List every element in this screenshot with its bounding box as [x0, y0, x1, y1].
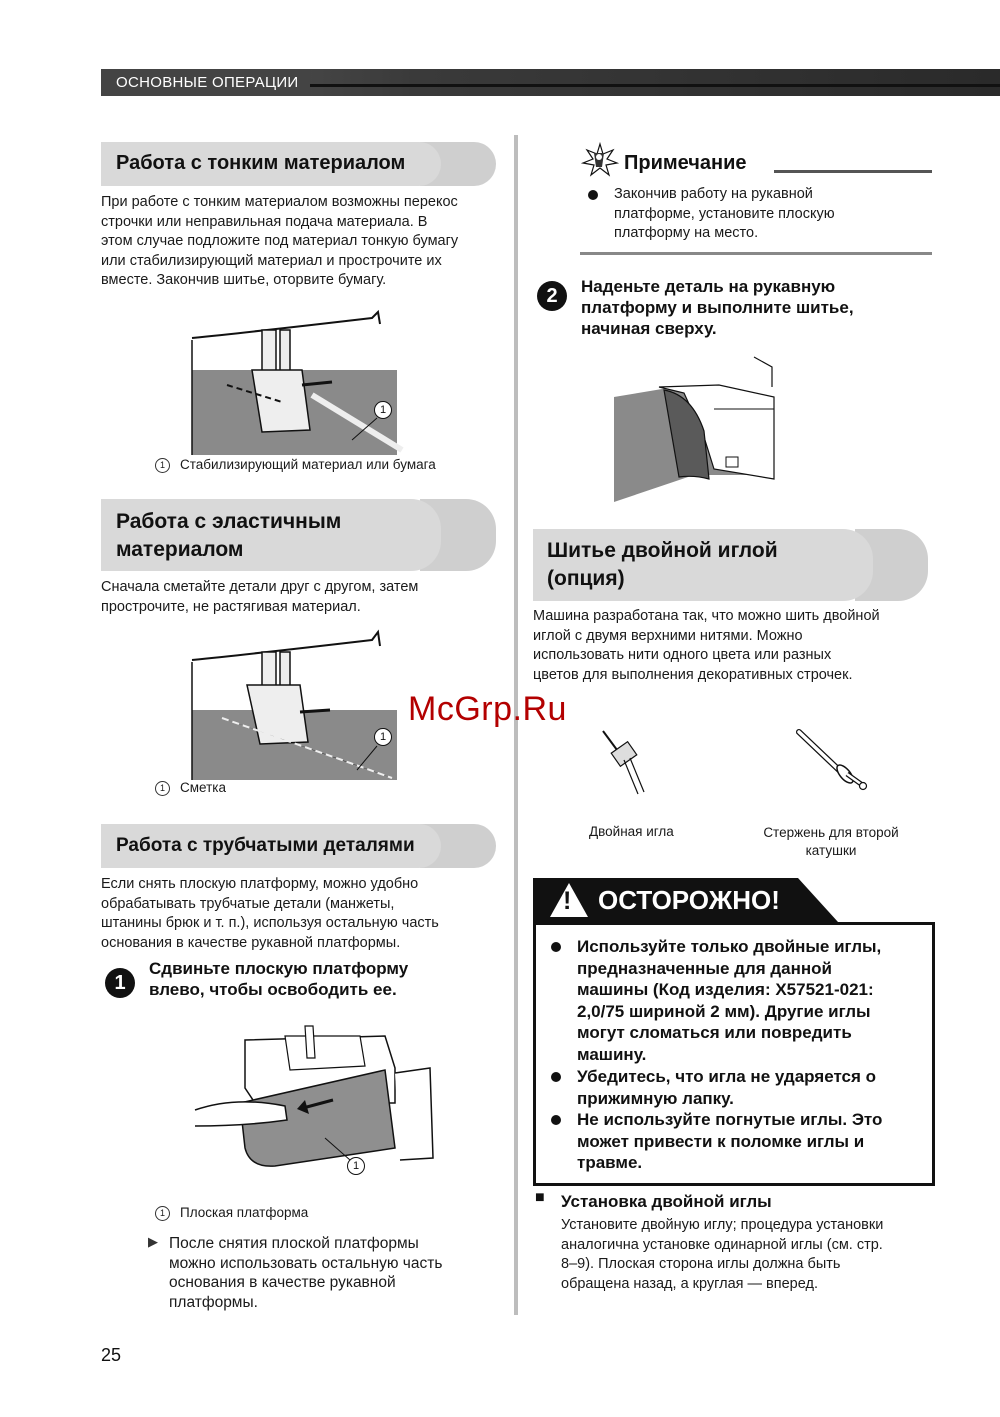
note-title: Примечание [624, 152, 747, 174]
thin-body: При работе с тонким материалом возможны перекос строчки или неправильная подача материала. В этом случае подложите под материал тонкую бумагу или стабилизирующий материал и прострочите их вместе. Закончив шитье, оторвите бумагу. [101, 194, 459, 288]
spool-pin-icon [795, 728, 875, 798]
tubular-caption: 1 Плоская платформа [155, 1205, 308, 1221]
install-marker: ■ [535, 1189, 545, 1206]
thin-material-illustration [192, 310, 412, 455]
step-number-2: 2 [537, 281, 567, 311]
elastic-body: Сначала сметайте детали друг с другом, затем прострочите, не растягивая материал. [101, 579, 419, 615]
install-text: Установите двойную иглу; процедура установки аналогична установке одинарной иглы (см. стр. 8–9). Плоская сторона иглы должна быть обращена назад, а круглая — вперед. [561, 1217, 884, 1292]
caution-bullet [551, 1115, 561, 1125]
thin-caption: 1 Стабилизирующий материал или бумага [155, 457, 436, 473]
step-1-text: Сдвиньте плоскую платформу влево, чтобы освободить ее. [149, 959, 409, 999]
note-title-rule [774, 170, 932, 173]
section-title-elastic: Работа с эластичным материалом [116, 510, 342, 561]
tubular-result: После снятия плоской платформы можно использовать остальную часть основания в качестве рукавной платформы. [169, 1235, 443, 1311]
header-rule [310, 84, 1000, 87]
warning-exclamation: ! [563, 887, 572, 915]
caution-title: ОСТОРОЖНО! [598, 885, 780, 915]
caution-item-2: Убедитесь, что игла не ударяется о прижимную лапку. [577, 1067, 877, 1108]
section-title-twin: Шитье двойной иглой (опция) [547, 539, 778, 590]
install-title: Установка двойной иглы [561, 1192, 772, 1211]
step-number-1: 1 [105, 968, 135, 998]
sleeve-illustration [614, 357, 774, 502]
note-bottom-rule [580, 252, 932, 255]
twin-body: Машина разработана так, что можно шить двойной иглой с двумя верхними нитями. Можно использовать нити одного цвета или разных цветов для выполнения декоративных строчек. [533, 608, 880, 683]
callout-marker: 1 [347, 1157, 365, 1175]
caution-bullet [551, 942, 561, 952]
header-title: ОСНОВНЫЕ ОПЕРАЦИИ [116, 74, 299, 91]
callout-marker: 1 [374, 401, 392, 419]
section-title-tubular: Работа с трубчатыми деталями [116, 835, 415, 856]
page-number: 25 [101, 1345, 122, 1365]
note-icon [582, 143, 618, 177]
twin-needle-icon [600, 728, 650, 798]
label-twin-needle: Двойная игла [589, 824, 674, 839]
result-arrow-icon: ▶ [148, 1234, 158, 1249]
watermark: McGrp.Ru [408, 690, 567, 728]
caution-item-1: Используйте только двойные иглы, предназначенные для данной машины (Код изделия: X57521-021: 2,0/75 шириной 2 мм). Другие иглы могут сломаться или повредить машину. [577, 937, 882, 1064]
flat-bed-illustration [195, 1008, 445, 1178]
note-text: Закончив работу на рукавной платформе, установите плоскую платформу на место. [614, 186, 835, 241]
tubular-body: Если снять плоскую платформу, можно удобно обрабатывать трубчатые детали (манжеты, штанины брюк и т. п.), используя остальную часть основания в качестве рукавной платформы. [101, 876, 439, 951]
note-bullet [588, 190, 598, 200]
elastic-material-illustration [192, 630, 412, 780]
elastic-caption: 1 Сметка [155, 780, 226, 796]
section-title-thin: Работа с тонким материалом [116, 152, 406, 174]
callout-marker: 1 [374, 728, 392, 746]
caution-bullet [551, 1072, 561, 1082]
step-2-text: Наденьте деталь на рукавную платформу и выполните шитье, начиная сверху. [581, 277, 854, 338]
label-spool-pin: Стержень для второй катушки [763, 825, 899, 858]
caution-item-3: Не используйте погнутые иглы. Это может привести к поломке иглы и травме. [577, 1110, 883, 1172]
